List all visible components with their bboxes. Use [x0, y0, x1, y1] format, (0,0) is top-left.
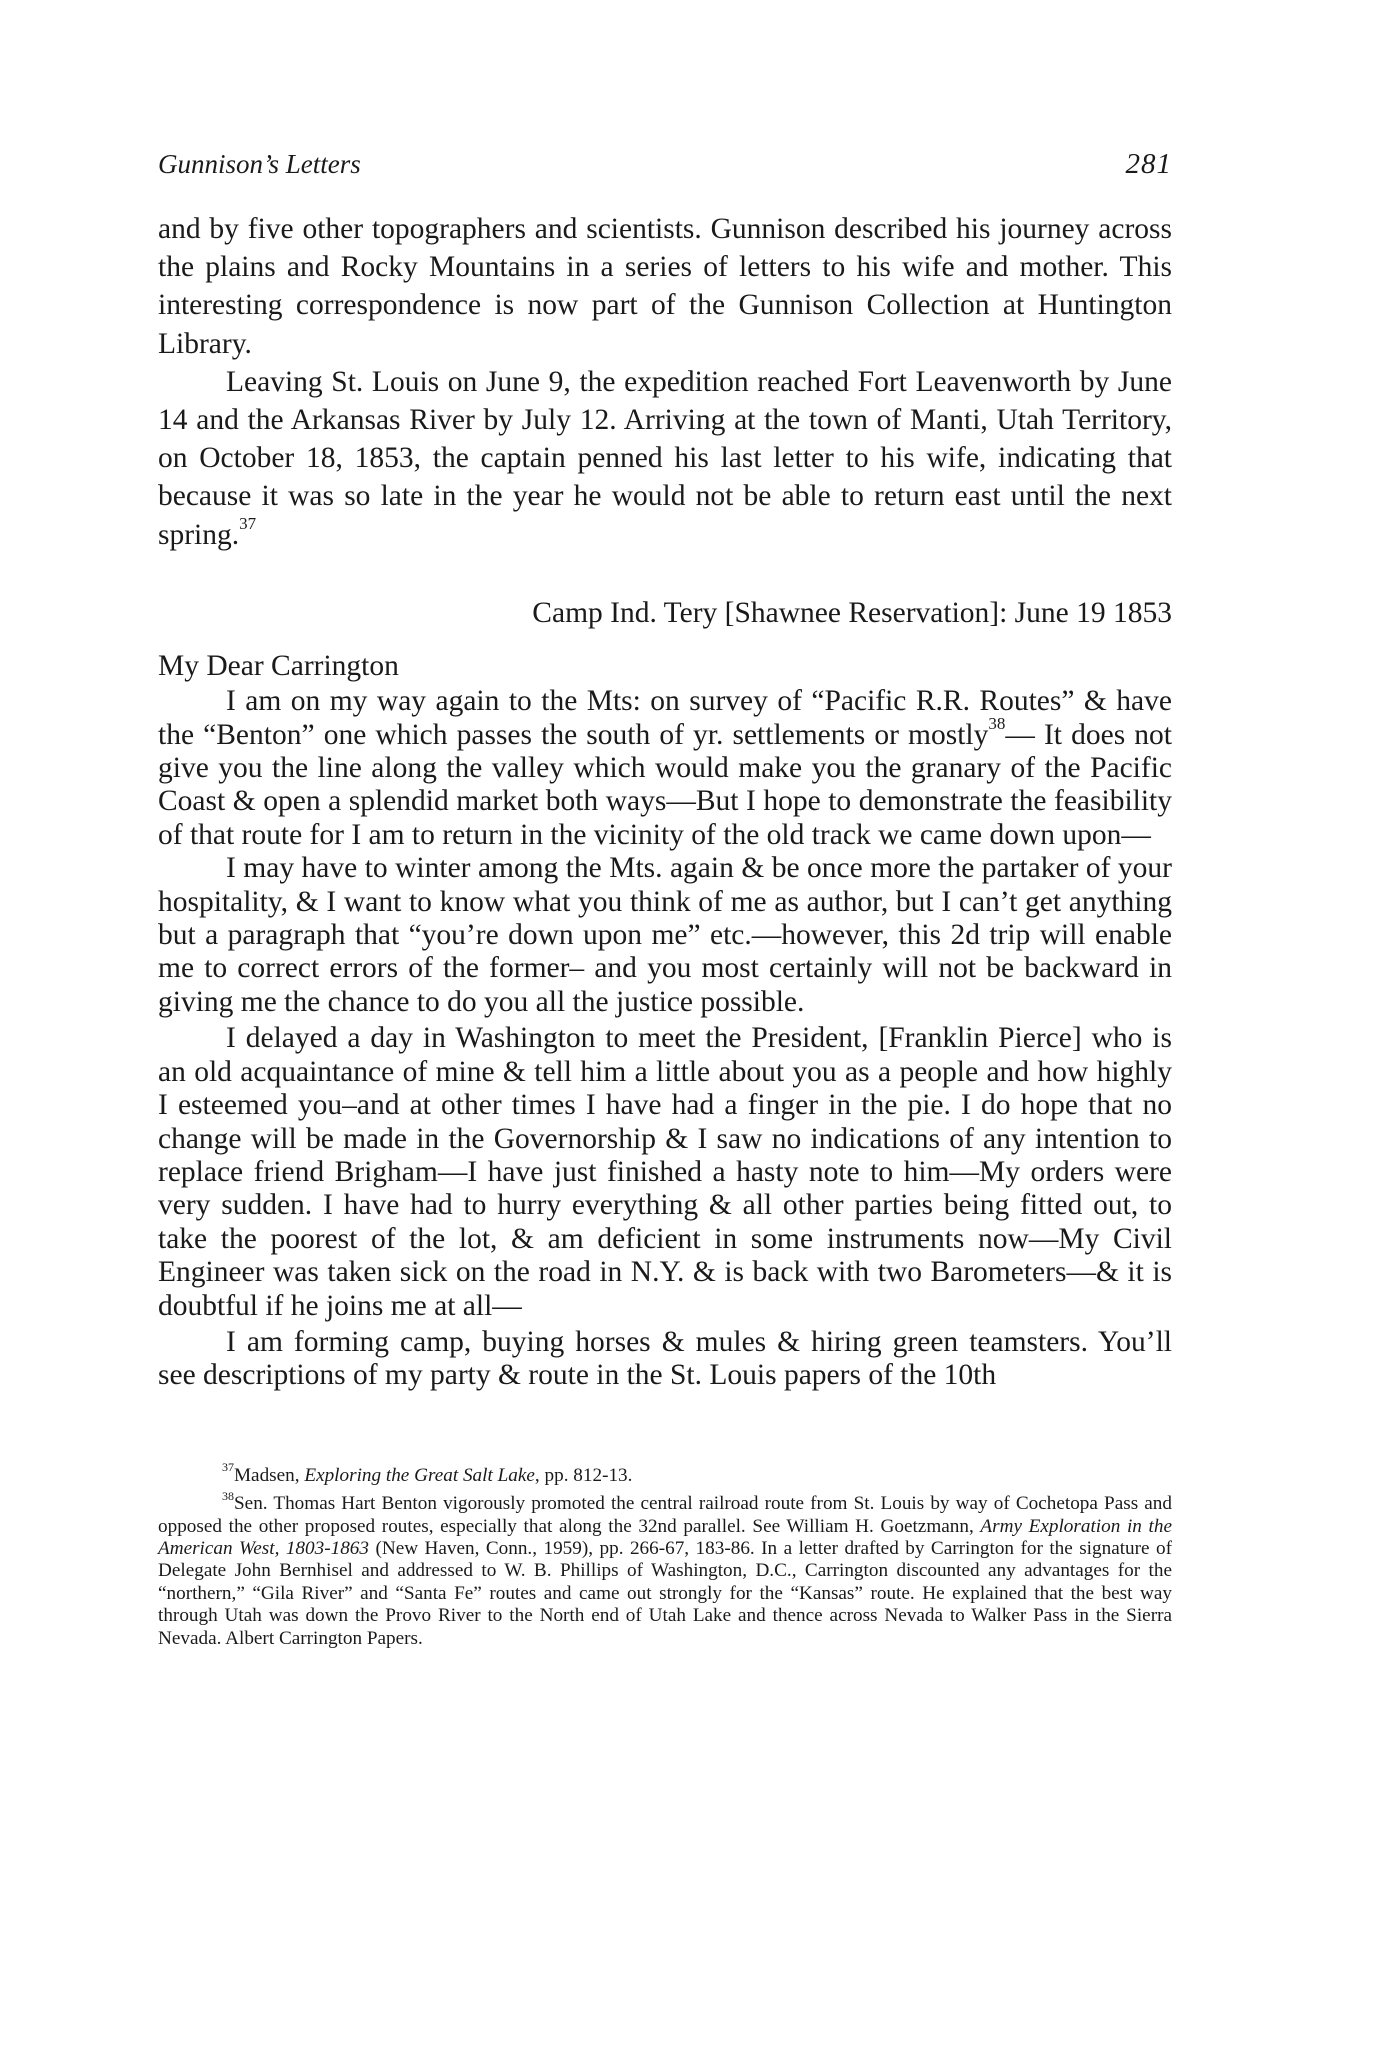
footnote-text: Madsen, — [234, 1464, 305, 1486]
letter-paragraph-text: I am on my way again to the Mts: on survey of “Pacific R.R. Routes” & have the “Benton” one which passes the south of yr. settlements or mostly — [158, 685, 1172, 751]
footnote-text: Sen. Thomas Hart Benton vigorously promoted the central railroad route from St. Louis by way of Cochetopa Pass and opposed the other proposed routes, especially that along the 32nd parallel. See William H. Goetzmann, — [158, 1493, 1172, 1537]
footnote-ref: 37 — [239, 513, 257, 533]
intro-paragraph — [158, 363, 1172, 554]
intro-paragraph-text: Leaving St. Louis on June 9, the expedition reached Fort Leavenworth by June 14 and the Arkansas River by July 12. Arriving at the town of Manti, Utah Territory, on October 18, 1853, the captain penned his last letter to his wife, indicating that because it was so late in the year he would not be able to return east until the next spring. — [158, 365, 1172, 551]
letter-paragraph — [158, 685, 1172, 852]
running-head — [158, 148, 1172, 188]
footnote-text: , pp. 812-13. — [534, 1464, 633, 1486]
intro-text — [158, 210, 1172, 554]
footnote-text: (New Haven, Conn., 1959), pp. 266-67, 183-86. In a letter drafted by Carrington for the signature of Delegate John Bernhisel and addressed to W. B. Phillips of Washington, D.C., Carrington discounted any advantages for the “northern,” “Gila River” and “Santa Fe” routes and came out strongly for the “Kansas” route. He explained that the best way through Utah was down the Provo River to the North end of Utah Lake and thence across Nevada to Walker Pass in the Sierra Nevada. Albert Carrington Papers. — [158, 1537, 1172, 1649]
footnotes — [158, 1460, 1172, 1650]
page — [158, 148, 1172, 1656]
footnote-title: Army Exploration in the American West, 1803-1863 — [158, 1515, 1172, 1559]
footnote-37 — [158, 1460, 1172, 1487]
intro-paragraph: and by five other topographers and scientists. Gunnison described his journey across the plains and Rocky Mountains in a series of letters to his wife and mother. This interesting correspondence is now part of the Gunnison Collection at Huntington Library. — [158, 213, 1172, 360]
page-number: 281 — [1125, 148, 1172, 180]
letter-paragraph-text: — It does not give you the line along the valley which would make you the granary of the Pacific Coast & open a splendid market both ways—But I hope to demonstrate the feasibility of that route for I am to return in the vicinity of the old track we came down upon— — [158, 718, 1173, 851]
running-title: Gunnison’s Letters — [158, 149, 361, 179]
footnote-ref: 38 — [988, 713, 1006, 733]
footnote-number: 38 — [222, 1488, 234, 1503]
letter-paragraph: I delayed a day in Washington to meet the President, [Franklin Pierce] who is an old acquaintance of mine & tell him a little about you as a people and how highly I esteemed you–and at other times I have had a finger in the pie. I do hope that no change will be made in the Governorship & I saw no indications of any intention to replace friend Brigham—I have just finished a hasty note to him—My orders were very sudden. I have had to hurry everything & all other parties being fitted out, to take the poorest of the lot, & am deficient in some instruments now—My Civil Engineer was taken sick on the road in N.Y. & is back with two Barometers—& it is doubtful if he joins me at all— — [158, 1022, 1172, 1322]
letter-dateline: Camp Ind. Tery [Shawnee Reservation]: June 19 1853 — [532, 596, 1172, 629]
letter-salutation: My Dear Carrington — [158, 650, 399, 683]
footnote-38 — [158, 1488, 1172, 1650]
footnote-title: Exploring the Great Salt Lake — [304, 1464, 535, 1486]
letter-paragraph: I am forming camp, buying horses & mules & hiring green teamsters. You’ll see descriptions of my party & route in the St. Louis papers of the 10th — [158, 1325, 1172, 1392]
footnote-number: 37 — [222, 1460, 234, 1475]
letter — [158, 594, 1172, 1393]
letter-paragraph: I may have to winter among the Mts. again & be once more the partaker of your hospitality, & I want to know what you think of me as author, but I can’t get anything but a paragraph that “you’re down upon me” etc.—however, this 2d trip will enable me to correct errors of the former– and you most certainly will not be backward in giving me the chance to do you all the justice possible. — [158, 852, 1172, 1018]
